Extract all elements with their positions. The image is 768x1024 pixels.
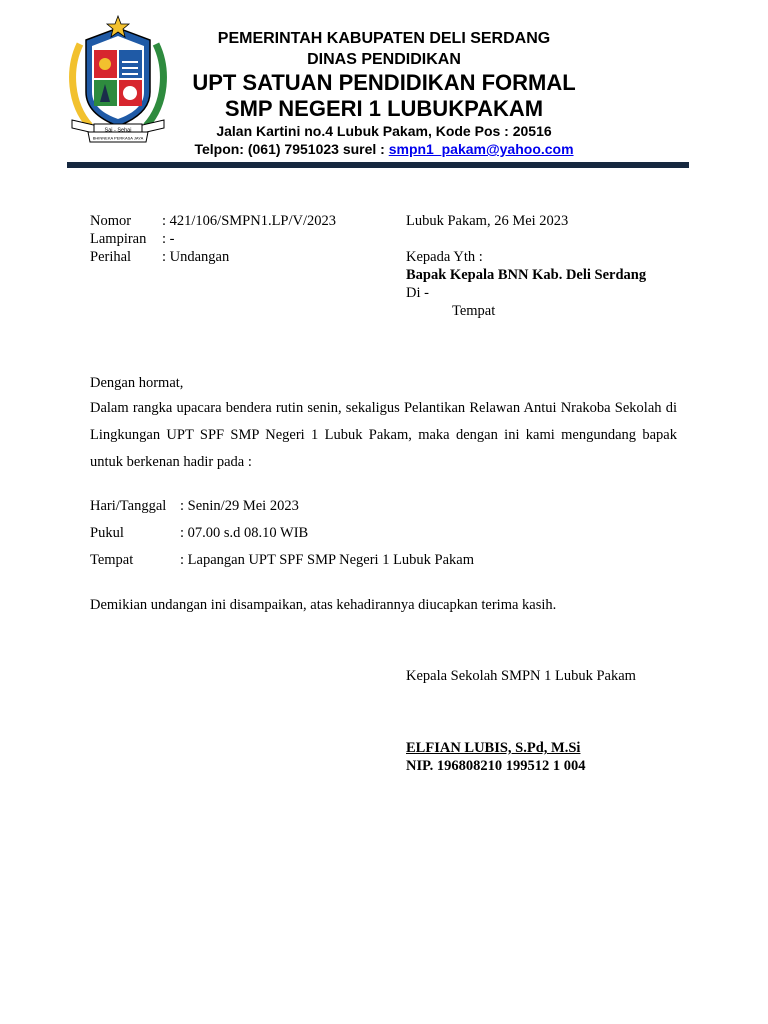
letterhead-government: PEMERINTAH KABUPATEN DELI SERDANG [217,30,551,47]
detail-value: : 07.00 s.d 08.10 WIB [180,525,309,541]
signatory-title: Kepala Sekolah SMPN 1 Lubuk Pakam [406,668,636,684]
signatory-name: ELFIAN LUBIS, S.Pd, M.Si [406,740,581,756]
perihal-row [90,248,229,266]
recipient-place: Tempat [452,303,496,319]
letterhead-school-name: SMP NEGERI 1 LUBUKPAKAM [224,96,544,121]
recipient-di: Di - [406,285,429,301]
lampiran-row [90,230,174,248]
nomor-value: : 421/106/SMPN1.LP/V/2023 [162,213,337,229]
svg-text:BHINNEKA PERKASA JAYA: BHINNEKA PERKASA JAYA [92,135,144,141]
phone-text: Telpon: (061) 7951023 surel : [194,141,389,157]
closing-sentence: Demikian undangan ini disampaikan, atas kehadirannya diucapkan terima kasih. [90,597,557,613]
letterhead-agency: DINAS PENDIDIKAN [307,51,461,68]
recipient-greeting: Kepada Yth : [406,249,483,265]
letterhead-address: Jalan Kartini no.4 Lubuk Pakam, Kode Pos : 20516 [216,123,552,139]
nomor-label: Nomor [90,213,132,229]
detail-value: : Senin/29 Mei 2023 [180,498,299,514]
detail-label: Pukul [90,525,124,541]
detail-row-place [90,551,474,569]
detail-row-time [90,524,308,542]
letterhead-unit: UPT SATUAN PENDIDIKAN FORMAL [192,70,576,95]
detail-row-date [90,497,299,515]
place-date: Lubuk Pakam, 26 Mei 2023 [406,213,569,229]
perihal-label: Perihal [90,249,132,265]
detail-label: Hari/Tanggal [90,498,167,514]
nomor-row [90,212,336,230]
svg-text:Sai - Sehai: Sai - Sehai [104,127,132,134]
lampiran-value: : - [162,231,175,247]
district-emblem-logo [66,14,170,146]
lampiran-label: Lampiran [90,231,147,247]
perihal-value: : Undangan [162,249,230,265]
letterhead-contact [170,141,598,157]
email-link[interactable]: smpn1_pakam@yahoo.com [388,141,574,157]
detail-label: Tempat [90,552,134,568]
salutation: Dengan hormat, [90,375,184,391]
body-paragraph: Dalam rangka upacara bendera rutin senin, sekaligus Pelantikan Relawan Antui Nrakoba Sekolah di Lingkungan UPT SPF SMP Negeri 1 Lubuk Pakam, maka dengan ini kami mengundang bapak untuk berkenan hadir pada : [90,400,677,470]
recipient-name: Bapak Kepala BNN Kab. Deli Serdang [406,267,647,283]
detail-value: : Lapangan UPT SPF SMP Negeri 1 Lubuk Pakam [180,552,475,568]
signatory-nip: NIP. 196808210 199512 1 004 [406,758,586,774]
letterhead-divider [67,162,689,168]
